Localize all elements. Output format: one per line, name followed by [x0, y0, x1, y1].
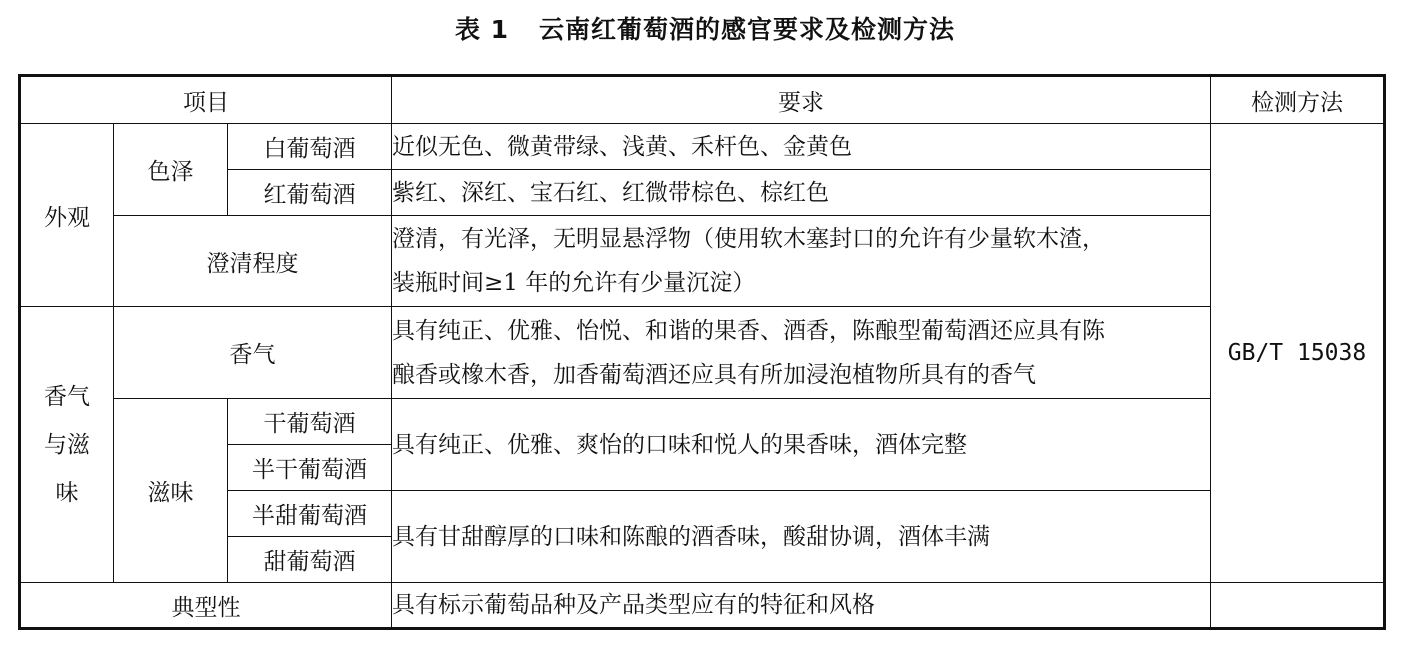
method-standard: GB/T 15038 [1211, 124, 1385, 583]
sensory-requirements-table [18, 74, 1386, 630]
typicality-requirement: 具有标示葡萄品种及产品类型应有的特征和风格 [392, 583, 1211, 629]
taste-label: 滋味 [114, 399, 228, 583]
header-requirement: 要求 [392, 76, 1211, 124]
table-row [20, 399, 1385, 445]
dry-group-taste-requirement: 具有纯正、优雅、爽怡的口味和悦人的果香味，酒体完整 [392, 399, 1211, 491]
clarity-requirement-line1: 澄清，有光泽，无明显悬浮物（使用软木塞封口的允许有少量软木渣， [392, 226, 1105, 252]
red-wine-label: 红葡萄酒 [228, 170, 392, 216]
sweet-wine-label: 甜葡萄酒 [228, 537, 392, 583]
semi-sweet-wine-label: 半甜葡萄酒 [228, 491, 392, 537]
table-title: 云南红葡萄酒的感官要求及检测方法 [539, 15, 956, 44]
table-row [20, 216, 1385, 307]
aroma-taste-label [20, 307, 114, 583]
red-wine-color-requirement: 紫红、深红、宝石红、红微带棕色、棕红色 [392, 170, 1211, 216]
table-row [20, 307, 1385, 399]
semi-dry-wine-label: 半干葡萄酒 [228, 445, 392, 491]
white-wine-label: 白葡萄酒 [228, 124, 392, 170]
aroma-requirement-line2: 酿香或橡木香，加香葡萄酒还应具有所加浸泡植物所具有的香气 [392, 361, 1036, 388]
dry-wine-label: 干葡萄酒 [228, 399, 392, 445]
clarity-label: 澄清程度 [114, 216, 392, 307]
aroma-taste-label-line3: 味 [55, 479, 79, 506]
white-wine-color-requirement: 近似无色、微黄带绿、浅黄、禾杆色、金黄色 [392, 124, 1211, 170]
aroma-requirement [392, 307, 1211, 399]
typicality-label: 典型性 [20, 583, 392, 629]
aroma-requirement-line1: 具有纯正、优雅、怡悦、和谐的果香、酒香，陈酿型葡萄酒还应具有陈 [392, 317, 1105, 344]
color-label: 色泽 [114, 124, 228, 216]
header-item: 项目 [20, 76, 392, 124]
aroma-taste-label-line1: 香气 [44, 383, 90, 410]
sweet-group-taste-requirement: 具有甘甜醇厚的口味和陈酿的酒香味，酸甜协调，酒体丰满 [392, 491, 1211, 583]
table-row [20, 583, 1385, 629]
appearance-label: 外观 [20, 124, 114, 307]
header-row [20, 76, 1385, 124]
clarity-requirement [392, 216, 1211, 307]
table-caption [0, 8, 1410, 52]
aroma-label: 香气 [114, 307, 392, 399]
table-number: 表 1 [454, 15, 510, 44]
header-method: 检测方法 [1211, 76, 1385, 124]
table-row [20, 124, 1385, 170]
clarity-requirement-line2: 装瓶时间≥1 年的允许有少量沉淀） [392, 270, 756, 296]
aroma-taste-label-line2: 与滋 [44, 431, 90, 458]
